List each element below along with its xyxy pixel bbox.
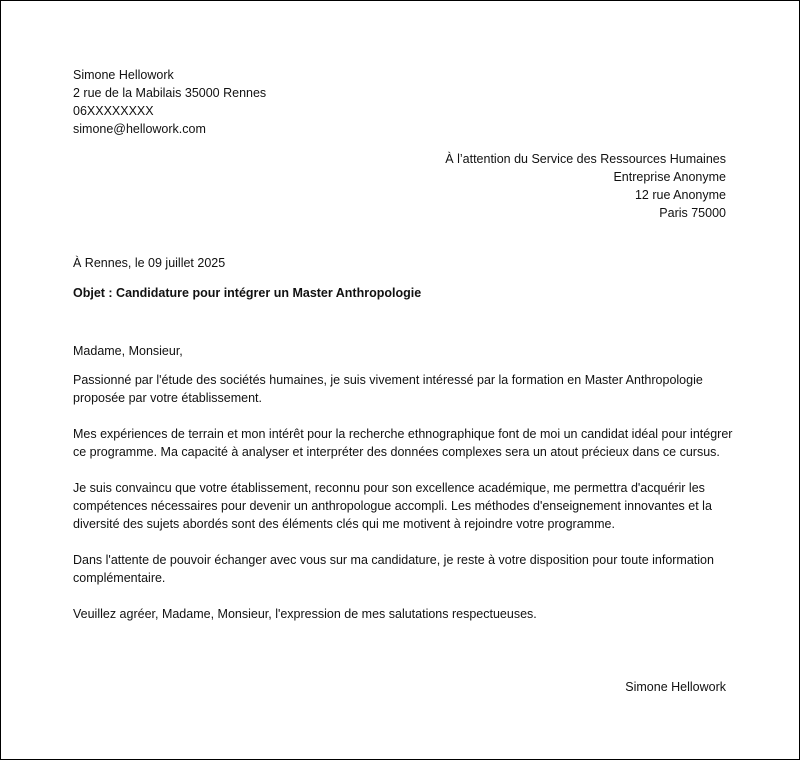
recipient-company: Entreprise Anonyme (613, 170, 726, 184)
sender-name: Simone Hellowork (73, 68, 174, 82)
sender-phone: 06XXXXXXXX (73, 104, 154, 118)
closing-paragraph: Veuillez agréer, Madame, Monsieur, l'expression de mes salutations respectueuses. (73, 607, 537, 621)
body-paragraph: Dans l'attente de pouvoir échanger avec vous sur ma candidature, je reste à votre disposition pour toute information complémentaire. (73, 553, 714, 585)
recipient-street: 12 rue Anonyme (634, 188, 726, 202)
recipient-city: Paris 75000 (659, 206, 726, 220)
body-paragraph: Mes expériences de terrain et mon intérêt pour la recherche ethnographique font de moi un candidat idéal pour intégrer ce programme. Ma capacité à analyser et interpréter des données complexes sera un atout précieux dans ce cursus. (73, 427, 733, 459)
body-paragraph: Je suis convaincu que votre établissement, reconnu pour son excellence académique, me permettra d'acquérir les compétences nécessaires pour devenir un anthropologue accompli. Les méthodes d'enseignement innovantes et la diversité des sujets abordés sont des éléments clés qui me motivent à rejoindre votre programme. (73, 481, 712, 531)
recipient-block (445, 150, 726, 222)
letter-date: À Rennes, le 09 juillet 2025 (73, 256, 226, 270)
body-paragraph: Passionné par l'étude des sociétés humaines, je suis vivement intéressé par la formation en Master Anthropologie proposée par votre établissement. (73, 373, 703, 405)
recipient-attention: À l’attention du Service des Ressources Humaines (445, 152, 726, 166)
letter-body (73, 342, 733, 641)
sender-address: 2 rue de la Mabilais 35000 Rennes (73, 86, 267, 100)
letter-salutation: Madame, Monsieur, (73, 344, 183, 358)
letter-subject: Objet : Candidature pour intégrer un Master Anthropologie (73, 286, 422, 300)
sender-email: simone@hellowork.com (73, 122, 206, 136)
sender-block (73, 66, 266, 138)
letter-signature: Simone Hellowork (625, 680, 726, 694)
